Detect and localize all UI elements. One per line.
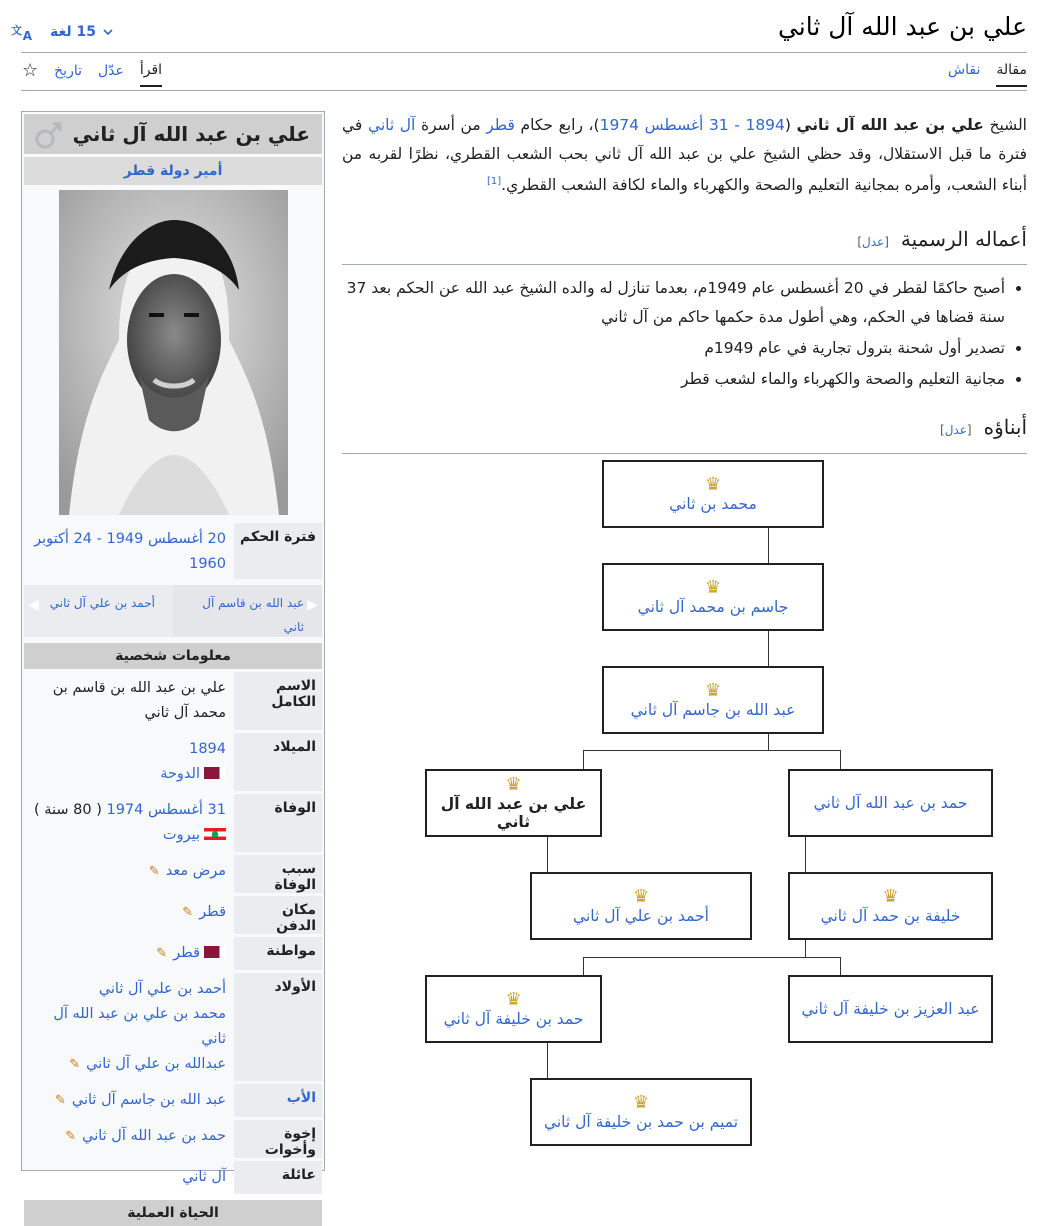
- infobox-title-text: علي بن عبد الله آل ثاني: [72, 122, 310, 146]
- crown-icon: ♛: [632, 1092, 650, 1113]
- tree-connector: [583, 750, 841, 751]
- burial-value: [24, 896, 234, 934]
- tree-node-label: عبد الله بن جاسم آل ثاني: [630, 701, 796, 719]
- qatar-flag-icon: [204, 946, 226, 958]
- siblings-row: [24, 1120, 322, 1158]
- bracket: [: [966, 423, 972, 437]
- fullname-row: [24, 672, 322, 730]
- tab-talk[interactable]: نقاش: [948, 62, 981, 78]
- reign-label: فترة الحكم: [234, 523, 322, 579]
- tab-article[interactable]: مقالة: [996, 62, 1027, 87]
- tree-node-label: أحمد بن علي آل ثاني: [573, 907, 709, 925]
- lebanon-flag-icon: [204, 828, 226, 840]
- burial-row: [24, 896, 322, 934]
- death-label: الوفاة: [234, 794, 322, 852]
- father-label[interactable]: الأب: [234, 1084, 322, 1117]
- successor-name: أحمد بن علي آل ثاني: [49, 596, 155, 610]
- section-children-heading: [940, 415, 1027, 439]
- siblings-label: إخوة وأخوات: [234, 1120, 322, 1158]
- death-date[interactable]: 31 أغسطس 1974: [106, 802, 226, 818]
- tree-connector: [840, 957, 841, 975]
- burial-link[interactable]: قطر: [199, 904, 226, 920]
- tree-node-abdulaziz-bin-khalifa[interactable]: [788, 975, 993, 1043]
- svg-text:A: A: [22, 29, 32, 43]
- father-row: [24, 1084, 322, 1117]
- personal-info-header: معلومات شخصية: [24, 643, 322, 669]
- death-row: [24, 794, 322, 852]
- tree-node-khalifa-bin-hamad[interactable]: [788, 872, 993, 940]
- edit-pencil-icon[interactable]: ✎: [69, 1057, 81, 1072]
- lifespan-link[interactable]: 1894 - 31 أغسطس 1974: [599, 116, 785, 134]
- family-row: [24, 1161, 322, 1194]
- chevron-down-icon: [102, 26, 114, 38]
- tree-node-ahmed-bin-ali[interactable]: [530, 872, 752, 940]
- burial-label: مكان الدفن: [234, 896, 322, 934]
- lead-text: الشيخ: [983, 116, 1027, 134]
- citizenship-link[interactable]: قطر: [173, 945, 200, 961]
- reference-link[interactable]: [1]: [486, 176, 502, 187]
- child-link[interactable]: عبدالله بن علي آل ثاني: [86, 1056, 226, 1072]
- reign-value[interactable]: 20 أغسطس 1949 - 24 أكتوبر 1960: [34, 531, 226, 572]
- works-list: [342, 272, 1027, 396]
- tree-node-label: عبد العزيز بن خليفة آل ثاني: [801, 1000, 980, 1018]
- tree-node-label: خليفة بن حمد آل ثاني: [820, 907, 961, 925]
- siblings-value: [24, 1120, 234, 1158]
- lead-text: )، رابع حكام: [514, 116, 600, 134]
- crown-icon: ♛: [704, 474, 722, 495]
- father-link[interactable]: عبد الله بن جاسم آل ثاني: [71, 1092, 226, 1108]
- edit-link[interactable]: عدل: [862, 235, 885, 249]
- tree-connector: [547, 1042, 548, 1078]
- edit-link[interactable]: عدل: [944, 423, 967, 437]
- al-thani-link[interactable]: آل ثاني: [367, 116, 416, 134]
- translate-icon: [11, 23, 44, 43]
- infobox-subtitle[interactable]: أمير دولة قطر: [24, 157, 322, 185]
- tree-connector: [805, 836, 806, 873]
- tree-node-label: حمد بن عبد الله آل ثاني: [813, 794, 968, 812]
- bracket: ]: [940, 423, 945, 437]
- lead-paragraph: [342, 111, 1027, 200]
- crown-icon: ♛: [632, 886, 650, 907]
- tree-node-tamim-bin-hamad[interactable]: [530, 1078, 752, 1146]
- death-value: [24, 794, 234, 852]
- tree-node-abdullah-bin-jassim[interactable]: [602, 666, 824, 734]
- tab-edit[interactable]: عدّل: [98, 63, 124, 79]
- children-value: [24, 973, 234, 1081]
- edit-pencil-icon[interactable]: ✎: [54, 1093, 66, 1108]
- cause-link[interactable]: مرض معد: [165, 863, 226, 879]
- reign-row: [24, 523, 322, 581]
- view-tabs: [22, 62, 162, 87]
- edit-section-children[interactable]: [940, 423, 972, 437]
- section-works-title: أعماله الرسمية: [900, 227, 1027, 251]
- section-works-heading: [857, 227, 1027, 251]
- section-works-divider: [342, 264, 1027, 265]
- lead-text: في فترة ما قبل الاستقلال، وقد حظي الشيخ علي بن عبد الله آل ثاني بحب الشعب القطري، نظرًا لقربه من أبناء الشعب، وأمره بمجانية التعليم والصحة والكهرباء والماء لكافة الشعب القطري.: [342, 116, 1027, 195]
- birth-label: الميلاد: [234, 733, 322, 791]
- family-label: عائلة: [234, 1161, 322, 1194]
- cause-label: سبب الوفاة: [234, 855, 322, 893]
- child-link[interactable]: محمد بن علي بن عبد الله آل ثاني: [53, 1006, 226, 1047]
- portrait-photo[interactable]: [59, 190, 288, 515]
- predecessor-name: عبد الله بن قاسم آل ثاني: [202, 596, 304, 634]
- children-row: [24, 973, 322, 1081]
- birth-year[interactable]: 1894: [189, 741, 226, 757]
- citizenship-row: [24, 937, 322, 970]
- tree-connector: [768, 733, 769, 750]
- crown-icon: ♛: [704, 577, 722, 598]
- crown-icon: ♛: [882, 886, 899, 907]
- tree-node-label: جاسم بن محمد آل ثاني: [637, 598, 789, 616]
- tab-read[interactable]: اقرأ: [140, 62, 162, 87]
- crown-icon: ♛: [505, 989, 522, 1010]
- list-item: • مجانية التعليم والصحة والكهرباء والماء لشعب قطر: [342, 365, 1005, 394]
- crown-icon: ♛: [704, 680, 722, 701]
- section-children-title: أبناؤه: [983, 415, 1027, 439]
- arrow-left-icon: ◀: [28, 597, 39, 613]
- subject-name: علي بن عبد الله آل ثاني: [796, 116, 984, 134]
- tab-history[interactable]: تاريخ: [54, 63, 82, 79]
- tree-connector: [768, 630, 769, 666]
- tree-connector: [583, 957, 841, 958]
- edit-section-works[interactable]: [857, 235, 889, 249]
- infobox: [21, 111, 325, 1221]
- qatar-link[interactable]: قطر: [486, 116, 515, 134]
- tree-node-label: علي بن عبد الله آل ثاني: [440, 795, 587, 831]
- tree-node-label: حمد بن خليفة آل ثاني: [443, 1010, 584, 1028]
- page-title: علي بن عبد الله آل ثاني: [777, 12, 1027, 41]
- tree-node-jassim-bin-mohammed[interactable]: [602, 563, 824, 631]
- qatar-flag-icon: [204, 767, 226, 779]
- section-children-divider: [342, 453, 1027, 454]
- crown-icon: ♛: [505, 774, 522, 795]
- tree-node-label: تميم بن حمد بن خليفة آل ثاني: [543, 1113, 739, 1131]
- lead-text: من أسرة: [415, 116, 487, 134]
- languages-count: 15 لغة: [50, 24, 97, 40]
- tree-connector: [840, 750, 841, 769]
- death-age: ( 80 سنة ): [33, 802, 107, 818]
- fullname-value: علي بن عبد الله بن قاسم بن محمد آل ثاني: [52, 680, 226, 721]
- cause-of-death-row: [24, 855, 322, 893]
- infobox-title: [24, 114, 322, 154]
- edit-pencil-icon[interactable]: ✎: [148, 864, 160, 879]
- svg-text:文: 文: [11, 24, 22, 37]
- bracket: ]: [857, 235, 863, 249]
- death-place[interactable]: بيروت: [162, 827, 200, 843]
- tree-node-hamad-bin-abdullah[interactable]: [788, 769, 993, 837]
- star-icon[interactable]: ☆: [22, 60, 39, 81]
- tree-connector: [583, 750, 584, 769]
- career-header: الحياة العملية: [24, 1200, 322, 1226]
- child-link[interactable]: أحمد بن علي آل ثاني: [98, 981, 226, 997]
- family-link[interactable]: آل ثاني: [182, 1169, 226, 1185]
- cause-value: [24, 855, 234, 893]
- edit-pencil-icon[interactable]: ✎: [182, 905, 194, 920]
- children-label: الأولاد: [234, 973, 322, 1081]
- birth-place[interactable]: الدوحة: [160, 766, 200, 782]
- title-divider: [21, 52, 1027, 53]
- father-value: [24, 1084, 234, 1117]
- list-item: • أصبح حاكمًا لقطر في 20 أغسطس عام 1949م، بعدما تنازل له والده الشيخ عبد الله عن الحكم بعد 37 سنة قضاها في الحكم، وهي أطول مدة حكمها حاكم من آل ثاني: [342, 274, 1005, 332]
- citizenship-label: مواطنة: [234, 937, 322, 970]
- tree-node-label: محمد بن ثاني: [669, 495, 757, 513]
- birth-row: [24, 733, 322, 791]
- family-value: [24, 1161, 234, 1194]
- tree-connector: [547, 836, 548, 873]
- bracket: [: [884, 235, 889, 249]
- article-content: [342, 111, 1027, 200]
- arrow-right-icon: ▶: [307, 597, 318, 613]
- tree-connector: [805, 939, 806, 957]
- namespace-tabs: [948, 62, 1027, 87]
- predecessor-link[interactable]: [173, 585, 322, 637]
- list-item: • تصدير أول شحنة بترول تجارية في عام 1949م: [342, 334, 1005, 363]
- tree-node-mohammed-bin-thani[interactable]: [602, 460, 824, 528]
- succession-box: [24, 585, 322, 637]
- male-symbol-icon: [32, 118, 66, 157]
- lead-text: (: [784, 116, 797, 134]
- sibling-link[interactable]: حمد بن عبد الله آل ثاني: [82, 1128, 226, 1144]
- languages-button[interactable]: [11, 20, 114, 44]
- tabs-divider: [21, 90, 1027, 91]
- citizenship-value: [24, 937, 234, 970]
- fullname-label: الاسم الكامل: [234, 672, 322, 730]
- successor-link[interactable]: [24, 585, 173, 637]
- edit-pencil-icon[interactable]: ✎: [65, 1129, 77, 1144]
- edit-pencil-icon[interactable]: ✎: [156, 946, 168, 961]
- tree-node-ali-bin-abdullah: [425, 769, 602, 837]
- birth-value: [24, 733, 234, 791]
- tree-node-hamad-bin-khalifa[interactable]: [425, 975, 602, 1043]
- tree-connector: [583, 957, 584, 975]
- tree-connector: [768, 527, 769, 563]
